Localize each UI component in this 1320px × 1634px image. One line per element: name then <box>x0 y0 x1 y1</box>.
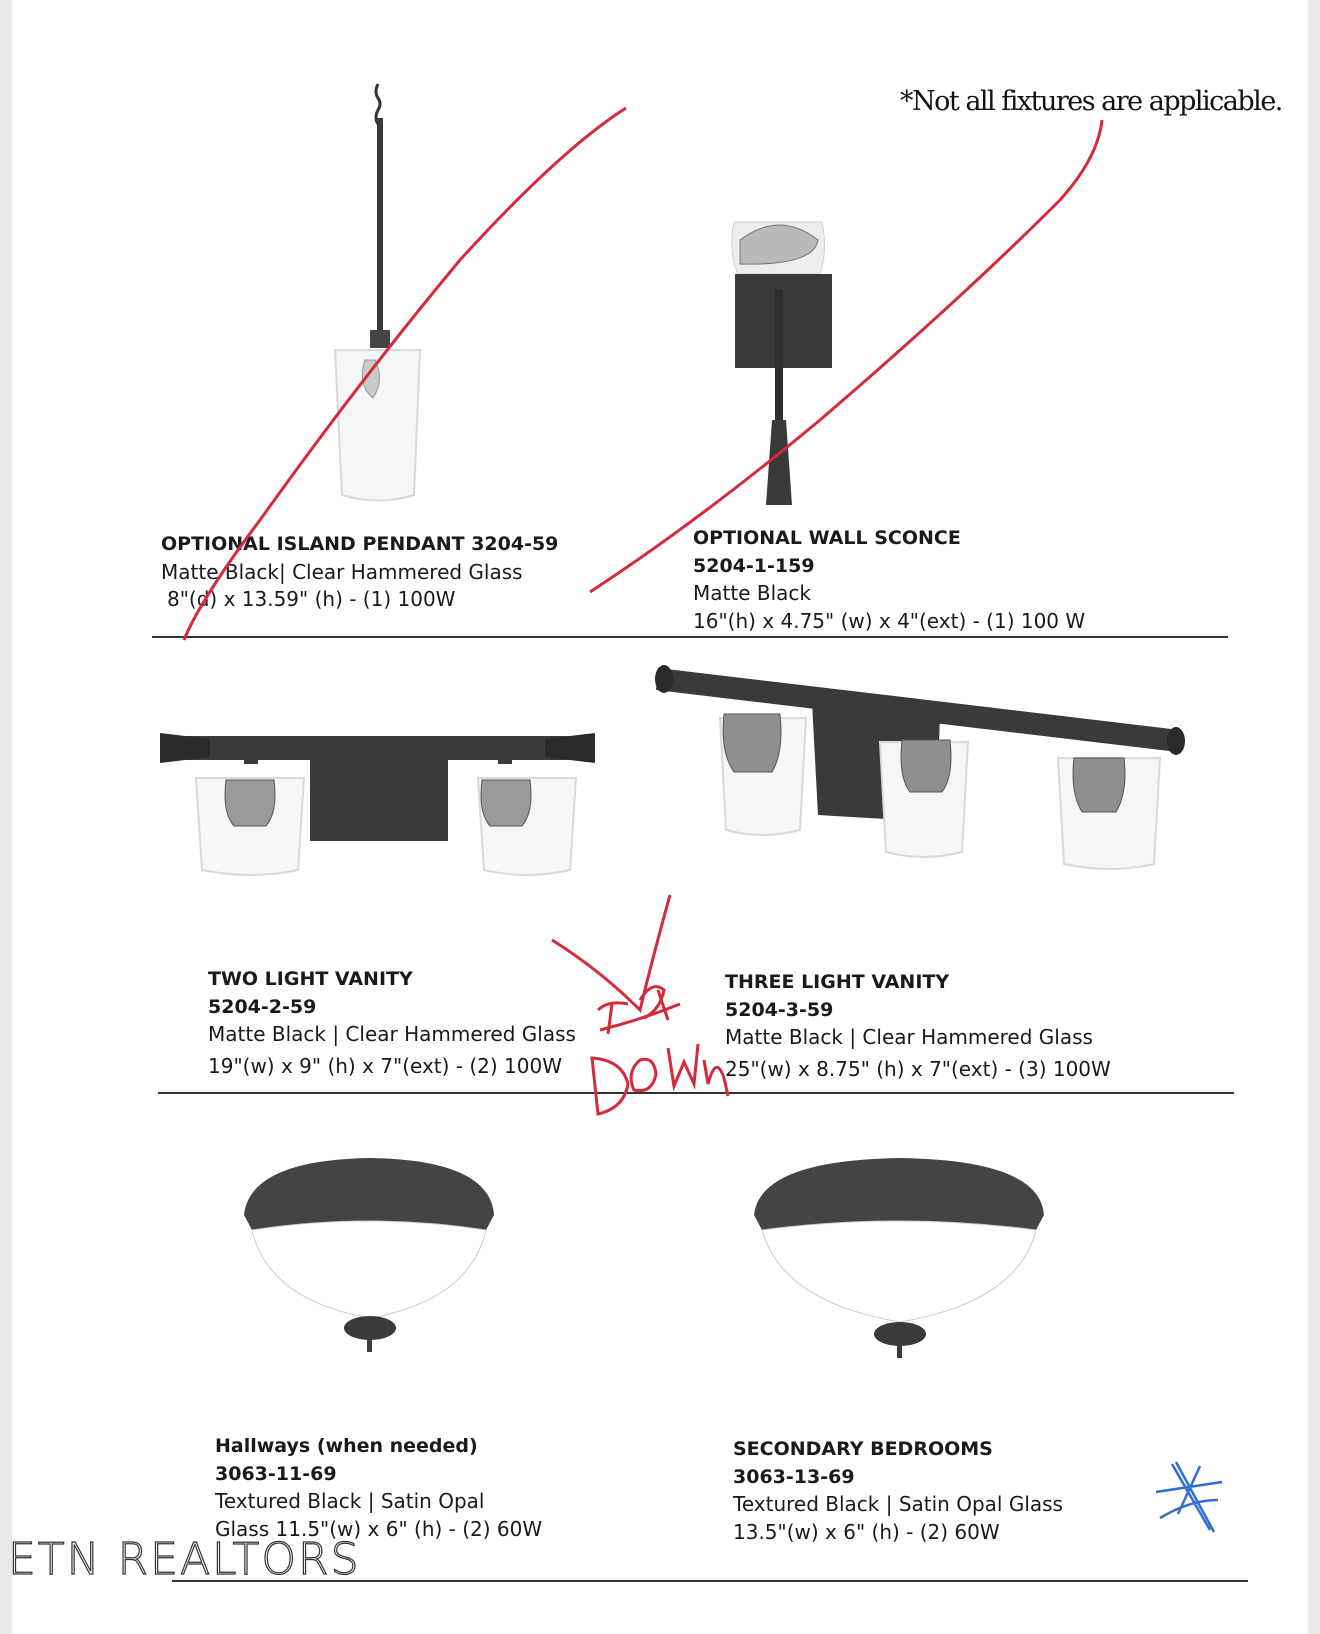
fixture-detail: Textured Black | Satin Opal <box>215 1489 485 1513</box>
fixture-caption-three-light-vanity <box>725 969 1111 1083</box>
fixture-caption-wall-sconce <box>693 525 1085 635</box>
fixture-title: OPTIONAL ISLAND PENDANT 3204-59 <box>161 533 559 555</box>
fixture-detail: 5204-3-59 <box>725 998 834 1021</box>
fixture-detail: Matte Black| Clear Hammered Glass <box>161 559 523 584</box>
fixture-detail: Matte Black <box>693 581 811 605</box>
applicability-note: *Not all fixtures are applicable. <box>900 86 1282 117</box>
fixture-title: OPTIONAL WALL SCONCE <box>693 527 961 549</box>
fixture-detail: 16"(h) x 4.75" (w) x 4"(ext) - (1) 100 W <box>693 608 1086 633</box>
fixture-title: TWO LIGHT VANITY <box>208 968 413 990</box>
fixture-title: SECONDARY BEDROOMS <box>733 1438 993 1460</box>
divider <box>152 636 1228 638</box>
fixture-detail: 5204-2-59 <box>208 995 317 1018</box>
fixture-detail: 5204-1-159 <box>693 554 815 577</box>
divider <box>158 1092 1234 1094</box>
fixture-caption-secondary-bedrooms <box>733 1436 1063 1546</box>
fixture-detail: 19"(w) x 9" (h) x 7"(ext) - (2) 100W <box>208 1053 563 1078</box>
fixture-detail: Matte Black | Clear Hammered Glass <box>208 1022 576 1046</box>
fixture-detail: Glass 11.5"(w) x 6" (h) - (2) 60W <box>215 1516 543 1541</box>
fixture-caption-hallways <box>215 1433 542 1543</box>
fixture-title: Hallways (when needed) <box>215 1435 478 1457</box>
fixture-detail: 3063-11-69 <box>215 1462 337 1485</box>
fixture-detail: Matte Black | Clear Hammered Glass <box>725 1025 1093 1049</box>
fixture-detail: 25"(w) x 8.75" (h) x 7"(ext) - (3) 100W <box>725 1056 1111 1081</box>
fixture-detail: Textured Black | Satin Opal Glass <box>733 1492 1063 1516</box>
fixture-detail: 3063-13-69 <box>733 1465 855 1488</box>
fixture-caption-two-light-vanity <box>208 966 576 1080</box>
document-page <box>12 0 1308 1634</box>
fixture-caption-island-pendant <box>161 531 558 614</box>
watermark: ETN REALTORS <box>8 1534 361 1585</box>
fixture-title: THREE LIGHT VANITY <box>725 971 950 993</box>
fixture-detail: 13.5"(w) x 6" (h) - (2) 60W <box>733 1519 1000 1544</box>
fixture-detail: 8"(d) x 13.59" (h) - (1) 100W <box>167 587 456 611</box>
